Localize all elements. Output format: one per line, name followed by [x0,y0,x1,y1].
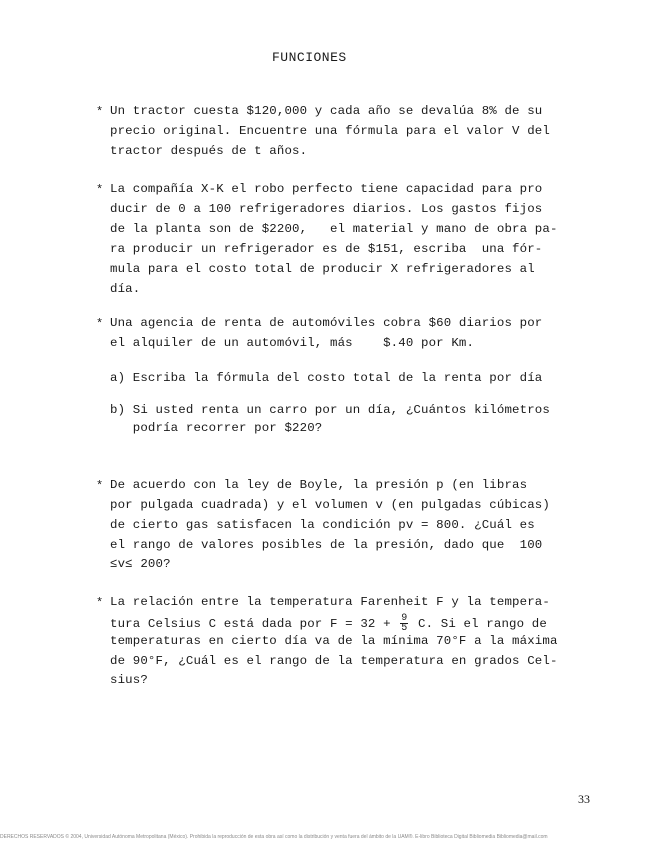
bullet-marker: * [96,479,104,493]
problem-3-subitem-b-line-1: b) Si usted renta un carro por un día, ¿Cuántos kilómetros [110,403,550,417]
problem-5-line-2-head: tura Celsius C está dada por F = 32 + [110,616,399,631]
copyright-footer: DERECHOS RESERVADOS © 2004, Universidad Autónoma Metropolitana (México). Prohibida la reproducción de esta obra así como la distribución y venta fuera del ámbito de la UAM®. E-libro Biblioteca Digital Bibliomedia Bibliomedia@mail.com [0,834,548,840]
problem-2-line-5: mula para el costo total de producir X refrigeradores al [110,262,535,276]
problem-4-line-5: ≤v≤ 200? [110,557,171,571]
problem-4-line-4: el rango de valores posibles de la presión, dado que 100 [110,538,543,552]
fraction-numerator: 9 [401,613,408,624]
bullet-marker: * [96,317,104,331]
problem-1-line-3: tractor después de t años. [110,144,308,158]
problem-5-line-4: de 90°F, ¿Cuál es el rango de la temperatura en grados Cel- [110,654,558,668]
problem-3-line-2: el alquiler de un automóvil, más $.40 por Km. [110,336,475,350]
problem-2-line-2: ducir de 0 a 100 refrigeradores diarios. Los gastos fijos [110,202,543,216]
problem-3-subitem-a: a) Escriba la fórmula del costo total de la renta por día [110,371,543,385]
problem-3-subitem-b-line-2: podría recorrer por $220? [110,421,323,435]
problem-5-line-3: temperaturas en cierto día va de la mínima 70°F a la máxima [110,634,558,648]
problem-4-line-3: de cierto gas satisfacen la condición pv = 800. ¿Cuál es [110,518,535,532]
problem-5-line-5: sius? [110,673,148,687]
problem-1-line-2: precio original. Encuentre una fórmula para el valor V del [110,124,550,138]
fraction-denominator: 5 [401,623,408,634]
problem-4-line-1: De acuerdo con la ley de Boyle, la presión p (en libras [110,478,528,492]
page-title: FUNCIONES [272,50,347,65]
problem-2-line-4: ra producir un refrigerador es de $151, escriba una fór- [110,242,543,256]
problem-1-line-1: Un tractor cuesta $120,000 y cada año se devalúa 8% de su [110,104,543,118]
bullet-marker: * [96,105,104,119]
bullet-marker: * [96,596,104,610]
problem-5-line-2 [110,614,547,633]
page-number: 33 [578,792,590,806]
problem-5-line-1: La relación entre la temperatura Farenheit F y la tempera- [110,595,550,609]
problem-4-line-2: por pulgada cuadrada) y el volumen v (en pulgadas cúbicas) [110,498,550,512]
problem-3-line-1: Una agencia de renta de automóviles cobra $60 diarios por [110,316,543,330]
problem-2-line-3: de la planta son de $2200, el material y mano de obra pa- [110,222,558,236]
problem-2-line-1: La compañía X-K el robo perfecto tiene capacidad para pro [110,182,543,196]
problem-2-line-6: día. [110,282,141,296]
problem-5-line-2-tail: C. Si el rango de [410,616,547,631]
fraction-nine-fifths [400,614,408,633]
bullet-marker: * [96,183,104,197]
